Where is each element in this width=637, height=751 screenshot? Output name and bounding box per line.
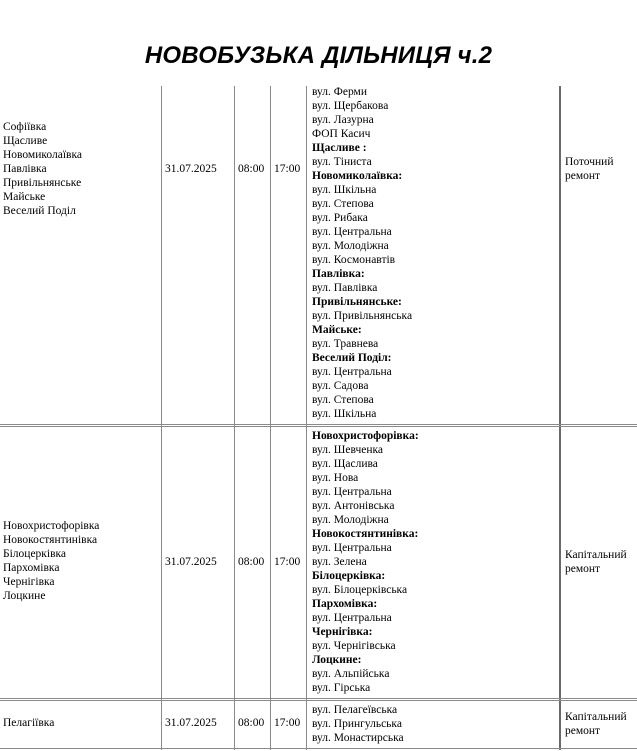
- street-item: вул. Центральна: [312, 486, 392, 498]
- street-item: вул. Антонівська: [312, 500, 395, 512]
- village-name: Пархомівка: [3, 562, 60, 574]
- street-item: вул. Прингульська: [312, 718, 402, 730]
- street-item: вул. Монастирська: [312, 732, 404, 744]
- repair-type-cell: Поточний ремонт: [565, 156, 614, 182]
- row-divider: [0, 748, 637, 749]
- street-item: вул. Павлівка: [312, 282, 378, 294]
- street-item: вул. Центральна: [312, 542, 392, 554]
- street-item: ФОП Касич: [312, 128, 371, 140]
- streets-cell: [312, 429, 557, 695]
- street-item: вул. Центральна: [312, 366, 392, 378]
- street-item: вул. Садова: [312, 380, 369, 392]
- locality-heading: Новокостянтинівка:: [312, 528, 419, 540]
- street-item: вул. Нова: [312, 472, 359, 484]
- locality-heading: Лоцкине:: [312, 654, 362, 666]
- start-time-cell: 08:00: [238, 556, 265, 568]
- villages-cell: [3, 120, 82, 218]
- street-item: вул. Шкільна: [312, 408, 377, 420]
- village-name: Новомиколаївка: [3, 149, 82, 161]
- start-time-cell: 08:00: [238, 717, 265, 729]
- street-item: вул. Лазурна: [312, 114, 374, 126]
- street-item: вул. Молодіжна: [312, 240, 389, 252]
- locality-heading: Павлівка:: [312, 268, 365, 280]
- locality-heading: Чернігівка:: [312, 626, 373, 638]
- repair-type-cell: Капітальний ремонт: [565, 711, 627, 737]
- village-name: Лоцкине: [3, 590, 46, 602]
- column-divider: [234, 86, 235, 750]
- streets-cell: [312, 703, 557, 745]
- column-divider: [559, 86, 561, 750]
- village-name: Новокостянтинівка: [3, 534, 98, 546]
- end-time-cell: 17:00: [274, 717, 301, 729]
- locality-heading: Пархомівка:: [312, 598, 378, 610]
- village-name: Привільнянське: [3, 177, 82, 189]
- street-item: вул. Привільнянська: [312, 310, 413, 322]
- end-time-cell: 17:00: [274, 163, 301, 175]
- row-divider: [0, 698, 637, 701]
- street-item: вул. Центральна: [312, 226, 392, 238]
- village-name: Чернігівка: [3, 576, 55, 588]
- street-item: вул. Пелагеївська: [312, 704, 398, 716]
- village-name: Пелагіївка: [3, 717, 55, 729]
- villages-cell: [3, 716, 54, 730]
- street-item: вул. Космонавтів: [312, 254, 396, 266]
- street-item: вул. Центральна: [312, 612, 392, 624]
- column-divider: [161, 86, 162, 750]
- street-item: вул. Шкільна: [312, 184, 377, 196]
- village-name: Щасливе: [3, 135, 48, 147]
- village-name: Софіївка: [3, 121, 47, 133]
- village-name: Веселий Поділ: [3, 205, 76, 217]
- village-name: Новохристофорівка: [3, 520, 100, 532]
- date-cell: 31.07.2025: [165, 717, 217, 729]
- end-time-cell: 17:00: [274, 556, 301, 568]
- village-name: Майське: [3, 191, 46, 203]
- villages-cell: [3, 519, 99, 603]
- village-name: Павлівка: [3, 163, 47, 175]
- row-divider: [0, 424, 637, 427]
- street-item: вул. Щербакова: [312, 100, 389, 112]
- locality-heading: Привільнянське:: [312, 296, 402, 308]
- locality-heading: Веселий Поділ:: [312, 352, 392, 364]
- page-title: НОВОБУЗЬКА ДІЛЬНИЦЯ ч.2: [144, 42, 493, 69]
- street-item: вул. Степова: [312, 198, 374, 210]
- locality-heading: Майське:: [312, 324, 362, 336]
- street-item: вул. Шевченка: [312, 444, 384, 456]
- locality-heading: Новохристофорівка:: [312, 430, 419, 442]
- village-name: Білоцерківка: [3, 548, 67, 560]
- street-item: вул. Гірська: [312, 682, 371, 694]
- column-divider: [270, 86, 271, 750]
- date-cell: 31.07.2025: [165, 163, 217, 175]
- start-time-cell: 08:00: [238, 163, 265, 175]
- streets-cell: [312, 85, 557, 421]
- street-item: вул. Білоцерківська: [312, 584, 408, 596]
- street-item: вул. Щаслива: [312, 458, 378, 470]
- locality-heading: Білоцерківка:: [312, 570, 386, 582]
- street-item: вул. Степова: [312, 394, 374, 406]
- street-item: вул. Травнева: [312, 338, 379, 350]
- date-cell: 31.07.2025: [165, 556, 217, 568]
- street-item: вул. Альпійська: [312, 668, 390, 680]
- street-item: вул. Рибака: [312, 212, 368, 224]
- repair-type-cell: Капітальний ремонт: [565, 549, 627, 575]
- column-divider: [306, 86, 307, 750]
- locality-heading: Щасливе :: [312, 142, 367, 154]
- street-item: вул. Ферми: [312, 86, 367, 98]
- street-item: вул. Зелена: [312, 556, 367, 568]
- locality-heading: Новомиколаївка:: [312, 170, 403, 182]
- street-item: вул. Тіниста: [312, 156, 372, 168]
- street-item: вул. Молодіжна: [312, 514, 389, 526]
- street-item: вул. Чернігівська: [312, 640, 396, 652]
